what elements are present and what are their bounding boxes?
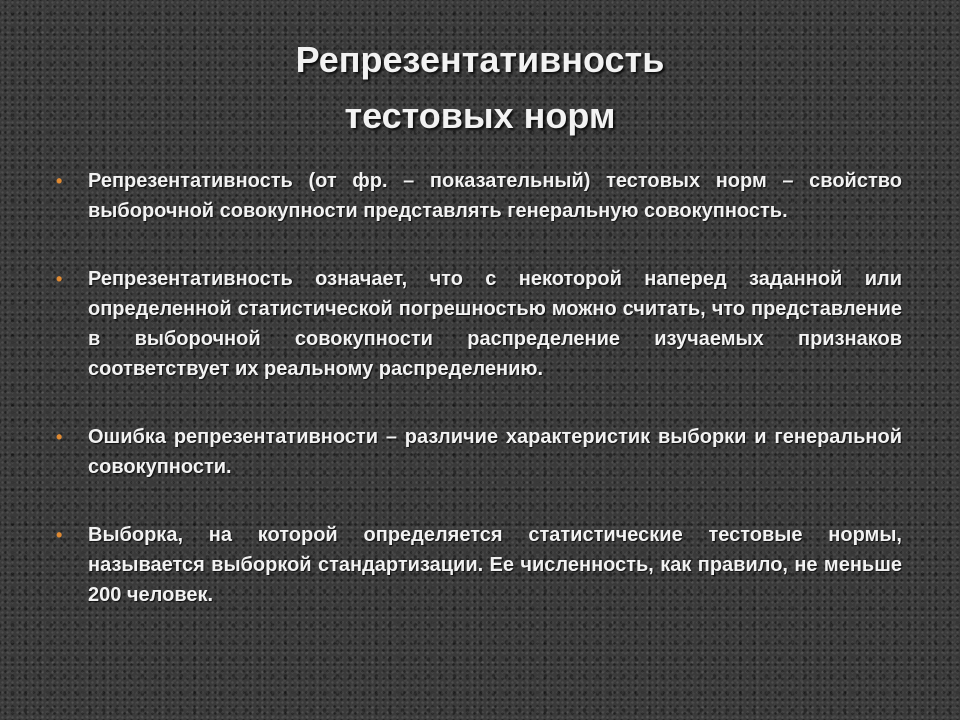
slide-title-line-2: тестовых норм xyxy=(344,95,616,136)
slide-title-line-1: Репрезентативность xyxy=(295,39,665,80)
bullet-dot-icon: • xyxy=(56,171,63,191)
bullet-text-2: Репрезентативность означает, что с некоторой наперед заданной или определенной статистической погрешностью можно считать, что представление в выборочной совокупности распределение изучаемых признаков соответствует их реальному распределению. xyxy=(88,268,902,380)
bullet-dot-icon: • xyxy=(56,525,63,545)
bullet-dot-icon: • xyxy=(56,427,63,447)
bullet-item-2 xyxy=(56,264,902,384)
bullet-item-1 xyxy=(56,166,902,226)
bullet-item-4 xyxy=(56,520,902,610)
bullet-text-1: Репрезентативность (от фр. – показательный) тестовых норм – свойство выборочной совокупности представлять генеральную совокупность. xyxy=(88,170,902,222)
bullet-item-3 xyxy=(56,422,902,482)
bullet-dot-icon: • xyxy=(56,269,63,289)
slide-title xyxy=(0,32,960,144)
bullet-list xyxy=(56,166,902,610)
bullet-text-4: Выборка, на которой определяется статистические тестовые нормы, называется выборкой стандартизации. Ее численность, как правило, не меньше 200 человек. xyxy=(88,524,902,606)
bullet-text-3: Ошибка репрезентативности – различие характеристик выборки и генеральной совокупности. xyxy=(88,426,902,478)
